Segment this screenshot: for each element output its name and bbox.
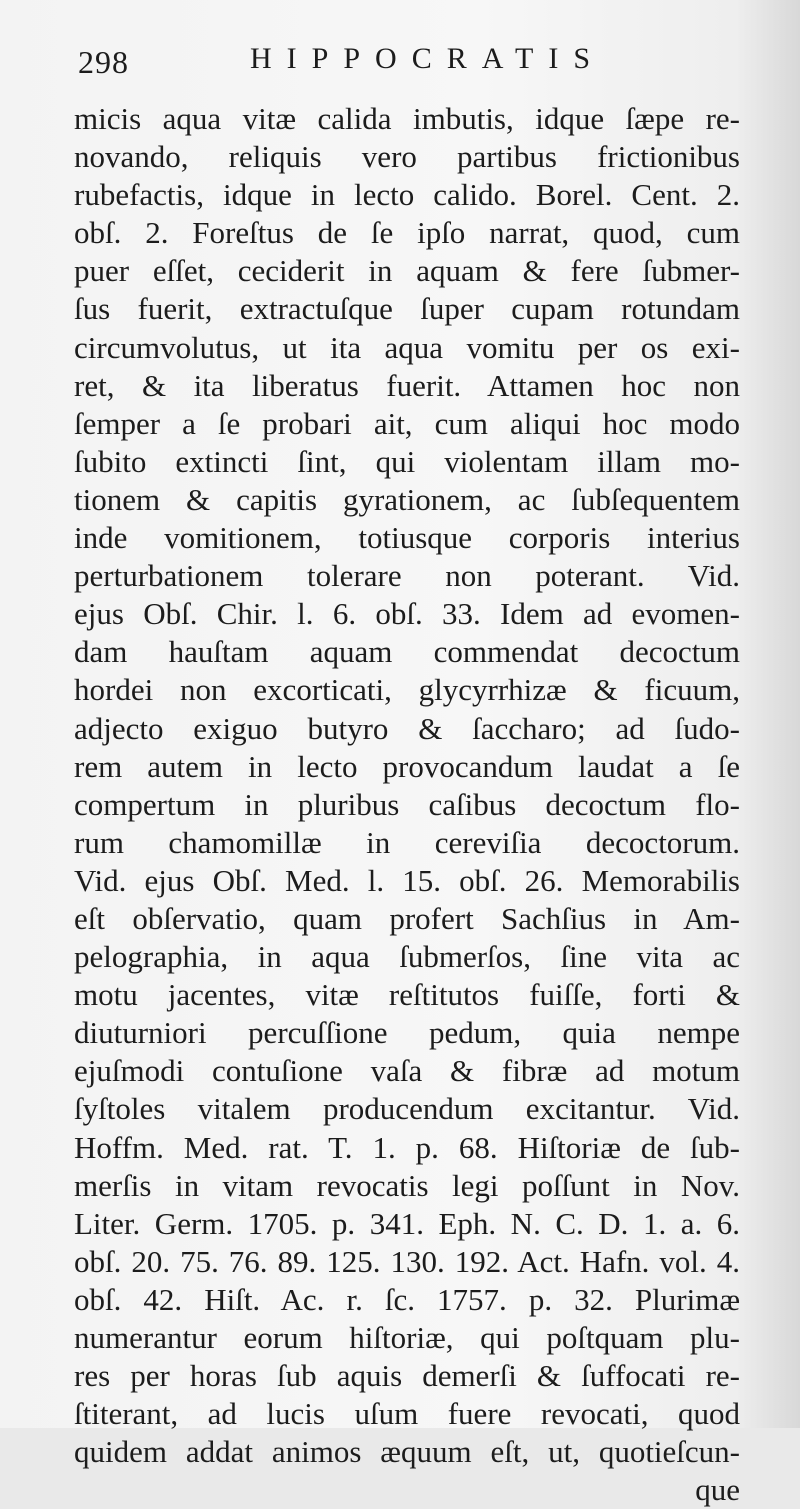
text-line: perturbationem tolerare non poterant. Vid. xyxy=(74,558,740,594)
text-line: puer eſſet, ceciderit in aquam & fere ſubmer- xyxy=(74,253,740,289)
text-line: res per horas ſub aquis demerſi & ſuffocati re- xyxy=(74,1358,740,1394)
text-line: motu jacentes, vitæ reſtitutos fuiſſe, forti & xyxy=(74,977,740,1013)
text-line: numerantur eorum hiſtoriæ, qui poſtquam plu- xyxy=(74,1320,740,1355)
text-line: compertum in pluribus caſibus decoctum flo- xyxy=(74,786,740,822)
text-line: obſ. 20. 75. 76. 89. 125. 130. 192. Act. Hafn. vol. 4. xyxy=(74,1243,740,1279)
text-line: ſyſtoles vitalem producendum excitantur. Vid. xyxy=(74,1091,740,1127)
catchword: que xyxy=(695,1472,740,1508)
running-title: HIPPOCRATIS xyxy=(250,42,606,75)
text-line: Hoffm. Med. rat. T. 1. p. 68. Hiſtoriæ de ſub- xyxy=(74,1129,740,1165)
text-line: ejuſmodi contuſione vaſa & fibræ ad motum xyxy=(74,1053,740,1089)
text-line: micis aqua vitæ calida imbutis, idque ſæpe re- xyxy=(74,101,740,136)
text-line: ret, & ita liberatus fuerit. Attamen hoc non xyxy=(74,367,740,403)
text-line: rem autem in lecto provocandum laudat a ſe xyxy=(74,748,740,784)
text-line: adjecto exiguo butyro & ſaccharo; ad ſudo- xyxy=(74,710,740,746)
text-line: Vid. ejus Obſ. Med. l. 15. obſ. 26. Memorabilis xyxy=(74,862,740,898)
page-header xyxy=(78,36,760,80)
page-number: 298 xyxy=(78,44,129,80)
text-line: rubefactis, idque in lecto calido. Borel. Cent. 2. xyxy=(74,177,740,213)
text-line: tionem & capitis gyrationem, ac ſubſequentem xyxy=(74,481,740,517)
body-text xyxy=(74,100,740,1509)
text-line: obſ. 2. Foreſtus de ſe ipſo narrat, quod, cum xyxy=(74,215,740,251)
text-line: rum chamomillæ in cereviſia decoctorum. xyxy=(74,824,740,860)
text-line: ſtiterant, ad lucis uſum fuere revocati, quod xyxy=(74,1396,740,1432)
text-line: obſ. 42. Hiſt. Ac. r. ſc. 1757. p. 32. Plurimæ xyxy=(74,1281,740,1317)
text-line: ſubito extincti ſint, qui violentam illam mo- xyxy=(74,443,740,479)
text-line: ſus fuerit, extractuſque ſuper cupam rotundam xyxy=(74,291,740,327)
text-line: eſt obſervatio, quam profert Sachſius in Am- xyxy=(74,900,740,936)
text-line: merſis in vitam revocatis legi poſſunt in Nov. xyxy=(74,1167,740,1203)
text-line: diuturniori percuſſione pedum, quia nempe xyxy=(74,1015,740,1051)
text-line: ejus Obſ. Chir. l. 6. obſ. 33. Idem ad evomen- xyxy=(74,596,740,632)
text-line: pelographia, in aqua ſubmerſos, ſine vita ac xyxy=(74,939,740,975)
text-line: inde vomitionem, totiusque corporis interius xyxy=(74,520,740,556)
text-line: Liter. Germ. 1705. p. 341. Eph. N. C. D. 1. a. 6. xyxy=(74,1205,740,1241)
text-line: ſemper a ſe probari ait, cum aliqui hoc modo xyxy=(74,405,740,441)
text-line: hordei non excorticati, glycyrrhizæ & ficuum, xyxy=(74,672,740,708)
text-line: dam hauſtam aquam commendat decoctum xyxy=(74,634,740,670)
text-line: novando, reliquis vero partibus frictionibus xyxy=(74,139,740,175)
text-line: quidem addat animos æquum eſt, ut, quotieſcun- xyxy=(74,1434,740,1470)
text-line: circumvolutus, ut ita aqua vomitu per os exi- xyxy=(74,329,740,365)
